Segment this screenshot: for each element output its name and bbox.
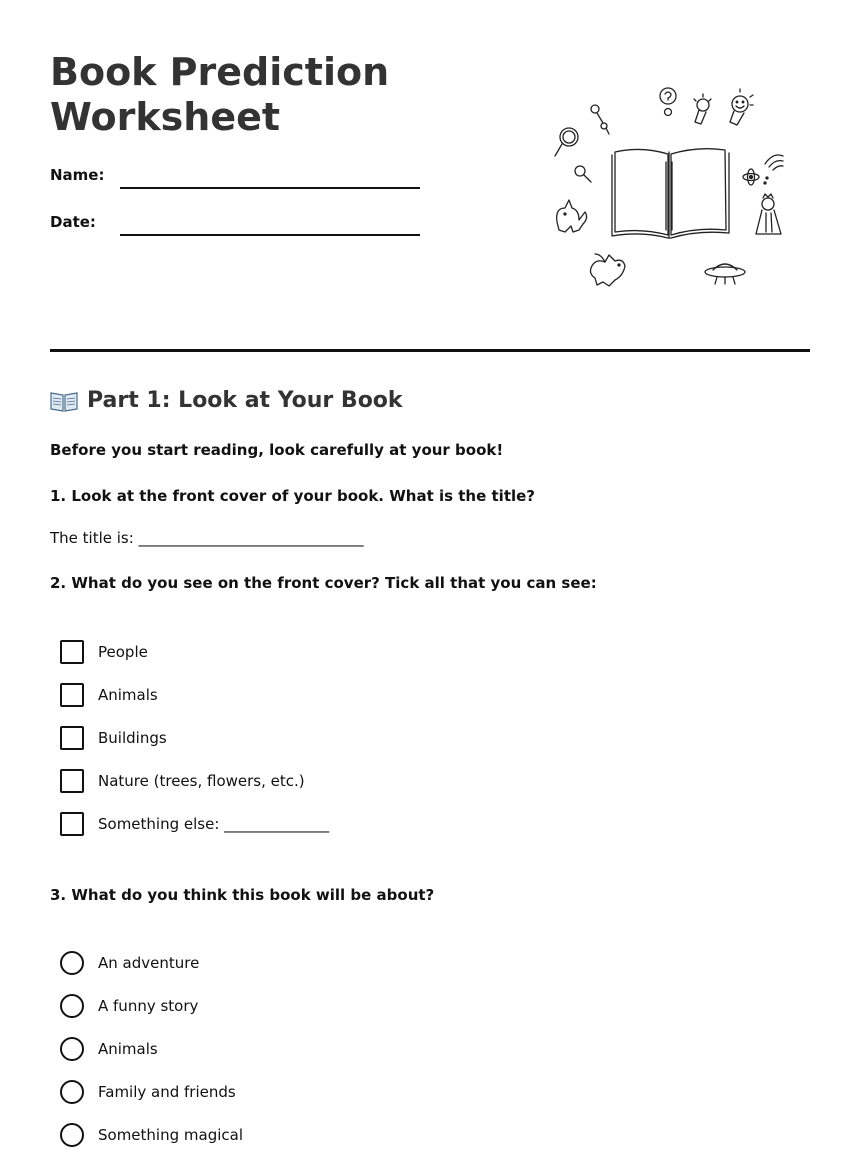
checkbox[interactable]: [60, 769, 84, 793]
dragon-icon: [557, 200, 587, 232]
checkbox[interactable]: [60, 726, 84, 750]
checkbox-option-buildings[interactable]: [60, 725, 167, 751]
checkbox-option-people[interactable]: [60, 639, 148, 665]
question-icon: [660, 88, 676, 116]
part1-intro: Before you start reading, look carefully at your book!: [50, 441, 504, 459]
part1-heading: [50, 388, 403, 413]
worksheet-title: [50, 50, 470, 140]
rainbow-icon: [765, 155, 783, 170]
radio-button[interactable]: [60, 1080, 84, 1104]
radio-button[interactable]: [60, 1037, 84, 1061]
question-2: 2. What do you see on the front cover? Tick all that you can see:: [50, 574, 597, 592]
title-answer-prompt[interactable]: The title is: ______________________________: [50, 529, 364, 547]
checkbox-option-nature[interactable]: [60, 768, 305, 794]
option-label: People: [98, 643, 148, 661]
title-line-2: Worksheet: [50, 95, 281, 139]
name-field[interactable]: [120, 187, 420, 189]
date-field[interactable]: [120, 234, 420, 236]
checkbox-option-something-else[interactable]: [60, 811, 329, 837]
open-book-emoji-icon: [50, 390, 78, 412]
winged-dragon-icon: [591, 254, 626, 286]
checkbox[interactable]: [60, 640, 84, 664]
title-line-1: Book Prediction: [50, 50, 390, 94]
book-doodle-illustration: [545, 82, 795, 292]
atom-icon: [743, 169, 768, 185]
radio-option-family-friends[interactable]: [60, 1079, 236, 1105]
section-divider: [50, 349, 810, 352]
radio-button[interactable]: [60, 951, 84, 975]
radio-option-animals[interactable]: [60, 1036, 158, 1062]
princess-icon: [756, 194, 781, 234]
radio-option-funny-story[interactable]: [60, 993, 198, 1019]
part1-heading-text: Part 1: Look at Your Book: [87, 388, 403, 413]
radio-option-adventure[interactable]: [60, 950, 199, 976]
radio-button[interactable]: [60, 1123, 84, 1147]
magnifier-icon: [555, 128, 578, 156]
option-label: Something else: ______________: [98, 815, 330, 833]
option-label: Animals: [98, 686, 158, 704]
option-label: Something magical: [98, 1126, 243, 1144]
option-label: Animals: [98, 1040, 158, 1058]
lightbulb-icon: [694, 94, 711, 124]
checkbox[interactable]: [60, 812, 84, 836]
rattle-icon: [591, 105, 609, 134]
question-3: 3. What do you think this book will be about?: [50, 886, 435, 904]
small-magnifier-icon: [575, 166, 591, 182]
option-label: A funny story: [98, 997, 199, 1015]
question-1: 1. Look at the front cover of your book. What is the title?: [50, 487, 536, 505]
radio-button[interactable]: [60, 994, 84, 1018]
name-label: Name:: [50, 166, 105, 184]
checkbox-option-animals[interactable]: [60, 682, 158, 708]
radio-option-something-magical[interactable]: [60, 1122, 243, 1148]
date-label: Date:: [50, 213, 96, 231]
option-label: An adventure: [98, 954, 200, 972]
option-label: Buildings: [98, 729, 167, 747]
option-label: Family and friends: [98, 1083, 236, 1101]
option-label: Nature (trees, flowers, etc.): [98, 772, 305, 790]
open-book-icon: [612, 149, 729, 238]
ufo-icon: [705, 264, 745, 284]
checkbox[interactable]: [60, 683, 84, 707]
smiling-bulb-icon: [730, 89, 753, 125]
